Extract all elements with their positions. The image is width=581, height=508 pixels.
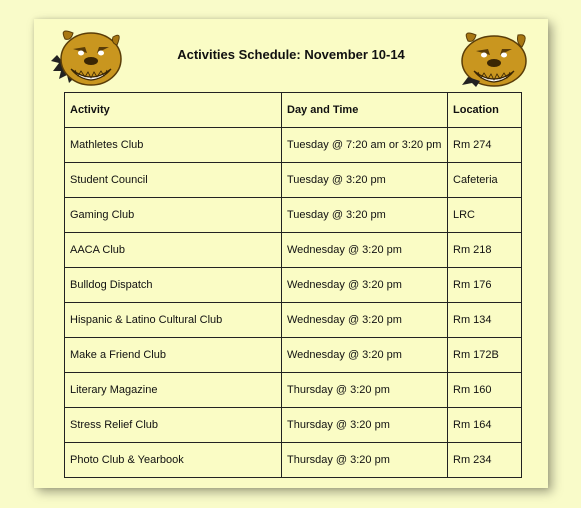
- day-time-cell: Wednesday @ 3:20 pm: [282, 268, 448, 303]
- activity-cell: Photo Club & Yearbook: [65, 443, 282, 478]
- activity-cell: Literary Magazine: [65, 373, 282, 408]
- table-row: [65, 233, 522, 268]
- location-cell: Rm 160: [448, 373, 522, 408]
- day-time-cell: Thursday @ 3:20 pm: [282, 373, 448, 408]
- location-cell: LRC: [448, 198, 522, 233]
- table-row: [65, 268, 522, 303]
- table-row: [65, 408, 522, 443]
- activity-cell: Bulldog Dispatch: [65, 268, 282, 303]
- day-time-cell: Wednesday @ 3:20 pm: [282, 338, 448, 373]
- activity-cell: Hispanic & Latino Cultural Club: [65, 303, 282, 338]
- location-cell: Cafeteria: [448, 163, 522, 198]
- table-row: [65, 303, 522, 338]
- activity-cell: Make a Friend Club: [65, 338, 282, 373]
- table-row: [65, 338, 522, 373]
- day-time-cell: Tuesday @ 3:20 pm: [282, 163, 448, 198]
- location-cell: Rm 134: [448, 303, 522, 338]
- column-header-location: Location: [448, 93, 522, 128]
- table-header-row: [65, 93, 522, 128]
- location-cell: Rm 176: [448, 268, 522, 303]
- activity-cell: Gaming Club: [65, 198, 282, 233]
- schedule-sheet: [34, 19, 548, 488]
- table-row: [65, 443, 522, 478]
- activities-table: [64, 92, 522, 478]
- activity-cell: Stress Relief Club: [65, 408, 282, 443]
- activity-cell: Student Council: [65, 163, 282, 198]
- day-time-cell: Wednesday @ 3:20 pm: [282, 303, 448, 338]
- location-cell: Rm 218: [448, 233, 522, 268]
- day-time-cell: Wednesday @ 3:20 pm: [282, 233, 448, 268]
- column-header-day-time: Day and Time: [282, 93, 448, 128]
- bulldog-mascot-icon: [458, 25, 532, 89]
- day-time-cell: Tuesday @ 3:20 pm: [282, 198, 448, 233]
- activity-cell: AACA Club: [65, 233, 282, 268]
- location-cell: Rm 274: [448, 128, 522, 163]
- location-cell: Rm 164: [448, 408, 522, 443]
- table-row: [65, 163, 522, 198]
- table-row: [65, 198, 522, 233]
- page-title: Activities Schedule: November 10-14: [177, 47, 405, 62]
- activity-cell: Mathletes Club: [65, 128, 282, 163]
- location-cell: Rm 234: [448, 443, 522, 478]
- column-header-activity: Activity: [65, 93, 282, 128]
- location-cell: Rm 172B: [448, 338, 522, 373]
- table-row: [65, 128, 522, 163]
- day-time-cell: Thursday @ 3:20 pm: [282, 408, 448, 443]
- table-row: [65, 373, 522, 408]
- day-time-cell: Tuesday @ 7:20 am or 3:20 pm: [282, 128, 448, 163]
- day-time-cell: Thursday @ 3:20 pm: [282, 443, 448, 478]
